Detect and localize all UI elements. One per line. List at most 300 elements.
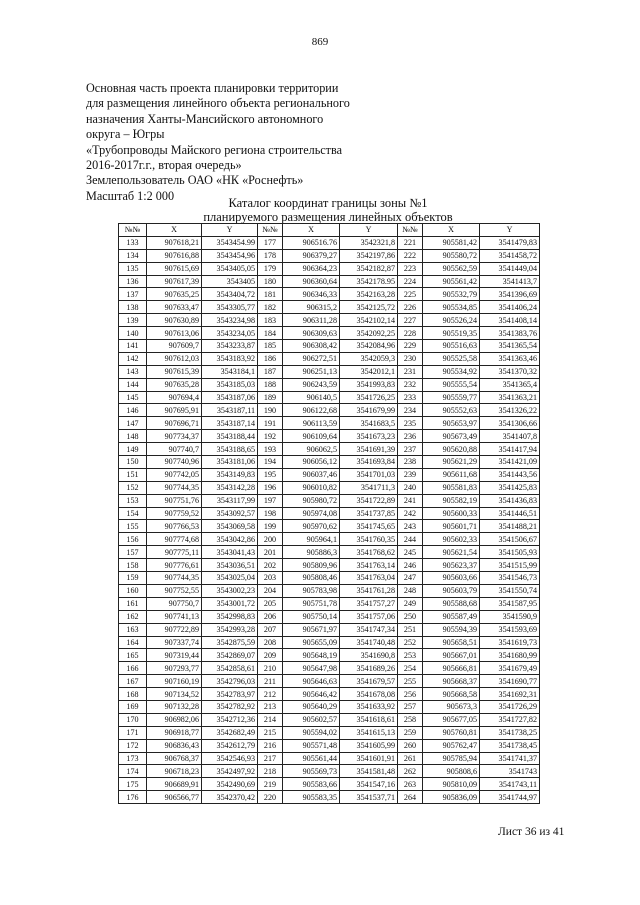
x-coordinate-cell: 906010,82 — [283, 481, 340, 494]
column-header: Y — [202, 224, 258, 237]
table-row — [119, 597, 540, 610]
column-header: №№ — [119, 224, 147, 237]
x-coordinate-cell: 907613,06 — [147, 327, 202, 340]
table-row — [119, 314, 540, 327]
y-coordinate-cell: 3541363,46 — [480, 352, 540, 365]
point-number-cell: 231 — [398, 365, 423, 378]
x-coordinate-cell: 905583,66 — [283, 778, 340, 791]
y-coordinate-cell: 3541601,91 — [340, 752, 398, 765]
y-coordinate-cell: 3541446,51 — [480, 507, 540, 520]
point-number-cell: 249 — [398, 597, 423, 610]
x-coordinate-cell: 905534,92 — [423, 365, 480, 378]
y-coordinate-cell: 3541737,85 — [340, 507, 398, 520]
table-row — [119, 443, 540, 456]
y-coordinate-cell: 3543405 — [202, 275, 258, 288]
x-coordinate-cell: 905583,35 — [283, 791, 340, 804]
y-coordinate-cell: 3541691,39 — [340, 443, 398, 456]
table-row — [119, 275, 540, 288]
x-coordinate-cell: 905602,57 — [283, 713, 340, 726]
y-coordinate-cell: 3543181,06 — [202, 456, 258, 469]
table-row — [119, 352, 540, 365]
point-number-cell: 150 — [119, 456, 147, 469]
y-coordinate-cell: 3543042,86 — [202, 533, 258, 546]
y-coordinate-cell: 3541458,72 — [480, 249, 540, 262]
point-number-cell: 215 — [258, 726, 283, 739]
y-coordinate-cell: 3542178.95 — [340, 275, 398, 288]
point-number-cell: 245 — [398, 546, 423, 559]
point-number-cell: 138 — [119, 301, 147, 314]
x-coordinate-cell: 906140,5 — [283, 391, 340, 404]
y-coordinate-cell: 3543092,57 — [202, 507, 258, 520]
x-coordinate-cell: 906982,06 — [147, 713, 202, 726]
y-coordinate-cell: 3541370,32 — [480, 365, 540, 378]
page-number: 869 — [311, 36, 329, 48]
x-coordinate-cell: 905587,49 — [423, 610, 480, 623]
point-number-cell: 176 — [119, 791, 147, 804]
y-coordinate-cell: 3541421,09 — [480, 456, 540, 469]
x-coordinate-cell: 905552,63 — [423, 404, 480, 417]
x-coordinate-cell: 905620,88 — [423, 443, 480, 456]
x-coordinate-cell: 905525,58 — [423, 352, 480, 365]
y-coordinate-cell: 3543405,05 — [202, 262, 258, 275]
table-row — [119, 378, 540, 391]
x-coordinate-cell: 905582,19 — [423, 494, 480, 507]
y-coordinate-cell: 3541760,35 — [340, 533, 398, 546]
point-number-cell: 148 — [119, 430, 147, 443]
x-coordinate-cell: 905836,09 — [423, 791, 480, 804]
point-number-cell: 160 — [119, 584, 147, 597]
y-coordinate-cell: 3541605,99 — [340, 739, 398, 752]
point-number-cell: 232 — [398, 378, 423, 391]
point-number-cell: 139 — [119, 314, 147, 327]
x-coordinate-cell: 906918,77 — [147, 726, 202, 739]
y-coordinate-cell: 3542321,8 — [340, 236, 398, 249]
point-number-cell: 264 — [398, 791, 423, 804]
y-coordinate-cell: 3541363,21 — [480, 391, 540, 404]
y-coordinate-cell: 3541743,11 — [480, 778, 540, 791]
x-coordinate-cell: 906360,64 — [283, 275, 340, 288]
y-coordinate-cell: 3543454.99 — [202, 236, 258, 249]
table-row — [119, 700, 540, 713]
point-number-cell: 163 — [119, 623, 147, 636]
table-row — [119, 623, 540, 636]
x-coordinate-cell: 905673,49 — [423, 430, 480, 443]
y-coordinate-cell: 3542497,92 — [202, 765, 258, 778]
x-coordinate-cell: 907696,71 — [147, 417, 202, 430]
point-number-cell: 162 — [119, 610, 147, 623]
x-coordinate-cell: 906315,2 — [283, 301, 340, 314]
column-header: №№ — [398, 224, 423, 237]
x-coordinate-cell: 905516,63 — [423, 340, 480, 353]
x-coordinate-cell: 907293,77 — [147, 662, 202, 675]
x-coordinate-cell: 906364,23 — [283, 262, 340, 275]
x-coordinate-cell: 905519,35 — [423, 327, 480, 340]
point-number-cell: 205 — [258, 597, 283, 610]
y-coordinate-cell: 3541413,7 — [480, 275, 540, 288]
point-number-cell: 193 — [258, 443, 283, 456]
point-number-cell: 143 — [119, 365, 147, 378]
point-number-cell: 200 — [258, 533, 283, 546]
point-number-cell: 168 — [119, 688, 147, 701]
x-coordinate-cell: 907635,28 — [147, 378, 202, 391]
point-number-cell: 243 — [398, 520, 423, 533]
y-coordinate-cell: 3541547,16 — [340, 778, 398, 791]
y-coordinate-cell: 3541408,14 — [480, 314, 540, 327]
y-coordinate-cell: 3541738,45 — [480, 739, 540, 752]
y-coordinate-cell: 3543233,87 — [202, 340, 258, 353]
y-coordinate-cell: 3541679,49 — [480, 662, 540, 675]
x-coordinate-cell: 907776,61 — [147, 559, 202, 572]
x-coordinate-cell: 906272,51 — [283, 352, 340, 365]
y-coordinate-cell: 3543117,99 — [202, 494, 258, 507]
y-coordinate-cell: 3541743 — [480, 765, 540, 778]
x-coordinate-cell: 905668,58 — [423, 688, 480, 701]
table-row — [119, 726, 540, 739]
point-number-cell: 191 — [258, 417, 283, 430]
point-number-cell: 152 — [119, 481, 147, 494]
y-coordinate-cell: 3542102,14 — [340, 314, 398, 327]
x-coordinate-cell: 905603,66 — [423, 572, 480, 585]
table-header-row — [119, 224, 540, 237]
x-coordinate-cell: 905783,98 — [283, 584, 340, 597]
y-coordinate-cell: 3542782,92 — [202, 700, 258, 713]
x-coordinate-cell: 905750,14 — [283, 610, 340, 623]
x-coordinate-cell: 905655,09 — [283, 636, 340, 649]
point-number-cell: 187 — [258, 365, 283, 378]
y-coordinate-cell: 3541436,83 — [480, 494, 540, 507]
y-coordinate-cell: 3541633,92 — [340, 700, 398, 713]
x-coordinate-cell: 907766,53 — [147, 520, 202, 533]
point-number-cell: 167 — [119, 675, 147, 688]
y-coordinate-cell: 3541407,8 — [480, 430, 540, 443]
table-row — [119, 301, 540, 314]
x-coordinate-cell: 906308,42 — [283, 340, 340, 353]
point-number-cell: 195 — [258, 468, 283, 481]
x-coordinate-cell: 907618,21 — [147, 236, 202, 249]
point-number-cell: 149 — [119, 443, 147, 456]
point-number-cell: 192 — [258, 430, 283, 443]
x-coordinate-cell: 906346,33 — [283, 288, 340, 301]
point-number-cell: 196 — [258, 481, 283, 494]
y-coordinate-cell: 3541326,22 — [480, 404, 540, 417]
y-coordinate-cell: 3541726,25 — [340, 391, 398, 404]
y-coordinate-cell: 3541546,73 — [480, 572, 540, 585]
x-coordinate-cell: 905561,44 — [283, 752, 340, 765]
point-number-cell: 229 — [398, 340, 423, 353]
point-number-cell: 157 — [119, 546, 147, 559]
point-number-cell: 252 — [398, 636, 423, 649]
y-coordinate-cell: 3543183,92 — [202, 352, 258, 365]
table-row — [119, 778, 540, 791]
y-coordinate-cell: 3541306,66 — [480, 417, 540, 430]
y-coordinate-cell: 3542875,59 — [202, 636, 258, 649]
y-coordinate-cell: 3542490,69 — [202, 778, 258, 791]
x-coordinate-cell: 907635,25 — [147, 288, 202, 301]
point-number-cell: 197 — [258, 494, 283, 507]
y-coordinate-cell: 3542197,86 — [340, 249, 398, 262]
x-coordinate-cell: 907319,44 — [147, 649, 202, 662]
x-coordinate-cell: 905621,29 — [423, 456, 480, 469]
point-number-cell: 169 — [119, 700, 147, 713]
table-row — [119, 559, 540, 572]
table-row — [119, 533, 540, 546]
y-coordinate-cell: 3541479,83 — [480, 236, 540, 249]
y-coordinate-cell: 3541763,14 — [340, 559, 398, 572]
point-number-cell: 147 — [119, 417, 147, 430]
x-coordinate-cell: 905974,08 — [283, 507, 340, 520]
point-number-cell: 180 — [258, 275, 283, 288]
column-header: X — [283, 224, 340, 237]
x-coordinate-cell: 906122,68 — [283, 404, 340, 417]
point-number-cell: 237 — [398, 443, 423, 456]
y-coordinate-cell: 3542182,87 — [340, 262, 398, 275]
y-coordinate-cell: 3543036,51 — [202, 559, 258, 572]
x-coordinate-cell: 905760,81 — [423, 726, 480, 739]
y-coordinate-cell: 3541757,27 — [340, 597, 398, 610]
y-coordinate-cell: 3543305,77 — [202, 301, 258, 314]
point-number-cell: 179 — [258, 262, 283, 275]
point-number-cell: 206 — [258, 610, 283, 623]
x-coordinate-cell: 905532,79 — [423, 288, 480, 301]
table-row — [119, 481, 540, 494]
x-coordinate-cell: 907775,11 — [147, 546, 202, 559]
x-coordinate-cell: 905640,29 — [283, 700, 340, 713]
point-number-cell: 204 — [258, 584, 283, 597]
y-coordinate-cell: 3543188,65 — [202, 443, 258, 456]
y-coordinate-cell: 3541680,99 — [480, 649, 540, 662]
x-coordinate-cell: 907694,4 — [147, 391, 202, 404]
point-number-cell: 214 — [258, 713, 283, 726]
table-row — [119, 236, 540, 249]
y-coordinate-cell: 3541443,56 — [480, 468, 540, 481]
y-coordinate-cell: 3541690,77 — [480, 675, 540, 688]
x-coordinate-cell: 905580,72 — [423, 249, 480, 262]
x-coordinate-cell: 905653,97 — [423, 417, 480, 430]
x-coordinate-cell: 905886,3 — [283, 546, 340, 559]
point-number-cell: 140 — [119, 327, 147, 340]
y-coordinate-cell: 3541692,31 — [480, 688, 540, 701]
x-coordinate-cell: 907630,89 — [147, 314, 202, 327]
header-line: назначения Ханты-Мансийского автономного — [86, 111, 324, 126]
column-header: X — [423, 224, 480, 237]
header-line: для размещения линейного объекта регионального — [86, 96, 350, 111]
table-row — [119, 546, 540, 559]
y-coordinate-cell: 3541679,99 — [340, 404, 398, 417]
point-number-cell: 181 — [258, 288, 283, 301]
x-coordinate-cell: 906037,46 — [283, 468, 340, 481]
y-coordinate-cell: 3541726,29 — [480, 700, 540, 713]
point-number-cell: 216 — [258, 739, 283, 752]
point-number-cell: 220 — [258, 791, 283, 804]
y-coordinate-cell: 3541727,82 — [480, 713, 540, 726]
y-coordinate-cell: 3542125,72 — [340, 301, 398, 314]
y-coordinate-cell: 3542612,79 — [202, 739, 258, 752]
point-number-cell: 171 — [119, 726, 147, 739]
x-coordinate-cell: 907609,7 — [147, 340, 202, 353]
point-number-cell: 251 — [398, 623, 423, 636]
point-number-cell: 177 — [258, 236, 283, 249]
table-row — [119, 262, 540, 275]
sheet-label: Лист 36 из 41 — [498, 826, 565, 838]
point-number-cell: 222 — [398, 249, 423, 262]
table-row — [119, 610, 540, 623]
x-coordinate-cell: 905581,83 — [423, 481, 480, 494]
y-coordinate-cell: 3541690,8 — [340, 649, 398, 662]
x-coordinate-cell: 905964,1 — [283, 533, 340, 546]
x-coordinate-cell: 907132,28 — [147, 700, 202, 713]
point-number-cell: 188 — [258, 378, 283, 391]
table-row — [119, 584, 540, 597]
point-number-cell: 161 — [119, 597, 147, 610]
table-row — [119, 791, 540, 804]
y-coordinate-cell: 3541396,69 — [480, 288, 540, 301]
y-coordinate-cell: 3543187,14 — [202, 417, 258, 430]
point-number-cell: 186 — [258, 352, 283, 365]
point-number-cell: 227 — [398, 314, 423, 327]
point-number-cell: 235 — [398, 417, 423, 430]
x-coordinate-cell: 907615,39 — [147, 365, 202, 378]
x-coordinate-cell: 905588,68 — [423, 597, 480, 610]
x-coordinate-cell: 905581,42 — [423, 236, 480, 249]
table-row — [119, 430, 540, 443]
x-coordinate-cell: 907744,35 — [147, 481, 202, 494]
x-coordinate-cell: 905658,51 — [423, 636, 480, 649]
y-coordinate-cell: 3543041,43 — [202, 546, 258, 559]
point-number-cell: 156 — [119, 533, 147, 546]
point-number-cell: 166 — [119, 662, 147, 675]
y-coordinate-cell: 3543001,72 — [202, 597, 258, 610]
point-number-cell: 230 — [398, 352, 423, 365]
x-coordinate-cell: 907744,35 — [147, 572, 202, 585]
x-coordinate-cell: 905603,79 — [423, 584, 480, 597]
point-number-cell: 234 — [398, 404, 423, 417]
point-number-cell: 173 — [119, 752, 147, 765]
point-number-cell: 201 — [258, 546, 283, 559]
table-row — [119, 249, 540, 262]
x-coordinate-cell: 907750,7 — [147, 597, 202, 610]
x-coordinate-cell: 905534,85 — [423, 301, 480, 314]
point-number-cell: 257 — [398, 700, 423, 713]
x-coordinate-cell: 905647,98 — [283, 662, 340, 675]
x-coordinate-cell: 905594,39 — [423, 623, 480, 636]
table-row — [119, 494, 540, 507]
x-coordinate-cell: 907695,91 — [147, 404, 202, 417]
point-number-cell: 175 — [119, 778, 147, 791]
x-coordinate-cell: 905602,33 — [423, 533, 480, 546]
y-coordinate-cell: 3541761,28 — [340, 584, 398, 597]
x-coordinate-cell: 906251,13 — [283, 365, 340, 378]
y-coordinate-cell: 3541741,37 — [480, 752, 540, 765]
y-coordinate-cell: 3541590,9 — [480, 610, 540, 623]
x-coordinate-cell: 905601,71 — [423, 520, 480, 533]
y-coordinate-cell: 3541425,83 — [480, 481, 540, 494]
point-number-cell: 137 — [119, 288, 147, 301]
point-number-cell: 172 — [119, 739, 147, 752]
table-row — [119, 520, 540, 533]
y-coordinate-cell: 3543187,11 — [202, 404, 258, 417]
table-row — [119, 649, 540, 662]
header-line: Масштаб 1:2 000 — [86, 188, 175, 203]
x-coordinate-cell: 907617,39 — [147, 275, 202, 288]
y-coordinate-cell: 3541689,26 — [340, 662, 398, 675]
y-coordinate-cell: 3542092,25 — [340, 327, 398, 340]
x-coordinate-cell: 905671,97 — [283, 623, 340, 636]
x-coordinate-cell: 907759,52 — [147, 507, 202, 520]
document-header — [86, 81, 506, 204]
y-coordinate-cell: 3543454,96 — [202, 249, 258, 262]
point-number-cell: 134 — [119, 249, 147, 262]
y-coordinate-cell: 3541515,99 — [480, 559, 540, 572]
table-row — [119, 662, 540, 675]
x-coordinate-cell: 905562,59 — [423, 262, 480, 275]
point-number-cell: 254 — [398, 662, 423, 675]
y-coordinate-cell: 3542796,03 — [202, 675, 258, 688]
point-number-cell: 241 — [398, 494, 423, 507]
y-coordinate-cell: 3542163,28 — [340, 288, 398, 301]
y-coordinate-cell: 3543404,72 — [202, 288, 258, 301]
column-header: Y — [340, 224, 398, 237]
point-number-cell: 178 — [258, 249, 283, 262]
x-coordinate-cell: 907612,03 — [147, 352, 202, 365]
table-row — [119, 636, 540, 649]
header-line: «Трубопроводы Майского региона строительства — [86, 142, 343, 157]
y-coordinate-cell: 3541745,65 — [340, 520, 398, 533]
point-number-cell: 225 — [398, 288, 423, 301]
point-number-cell: 233 — [398, 391, 423, 404]
y-coordinate-cell: 3541993,83 — [340, 378, 398, 391]
table-row — [119, 365, 540, 378]
x-coordinate-cell: 905762,47 — [423, 739, 480, 752]
column-header: №№ — [258, 224, 283, 237]
point-number-cell: 219 — [258, 778, 283, 791]
point-number-cell: 194 — [258, 456, 283, 469]
point-number-cell: 165 — [119, 649, 147, 662]
x-coordinate-cell: 907752,55 — [147, 584, 202, 597]
point-number-cell: 260 — [398, 739, 423, 752]
x-coordinate-cell: 907160,19 — [147, 675, 202, 688]
y-coordinate-cell: 3541757,06 — [340, 610, 398, 623]
x-coordinate-cell: 905555,54 — [423, 378, 480, 391]
point-number-cell: 151 — [119, 468, 147, 481]
x-coordinate-cell: 905646,42 — [283, 688, 340, 701]
y-coordinate-cell: 3542682,49 — [202, 726, 258, 739]
y-coordinate-cell: 3541581,48 — [340, 765, 398, 778]
y-coordinate-cell: 3542858,61 — [202, 662, 258, 675]
point-number-cell: 240 — [398, 481, 423, 494]
y-coordinate-cell: 3542998,83 — [202, 610, 258, 623]
table-row — [119, 675, 540, 688]
column-header: X — [147, 224, 202, 237]
point-number-cell: 211 — [258, 675, 283, 688]
x-coordinate-cell: 905648,19 — [283, 649, 340, 662]
point-number-cell: 213 — [258, 700, 283, 713]
point-number-cell: 164 — [119, 636, 147, 649]
y-coordinate-cell: 3541593,69 — [480, 623, 540, 636]
point-number-cell: 208 — [258, 636, 283, 649]
x-coordinate-cell: 906109,64 — [283, 430, 340, 443]
y-coordinate-cell: 3543185,03 — [202, 378, 258, 391]
x-coordinate-cell: 906056,12 — [283, 456, 340, 469]
point-number-cell: 190 — [258, 404, 283, 417]
x-coordinate-cell: 906309,63 — [283, 327, 340, 340]
y-coordinate-cell: 3542712,36 — [202, 713, 258, 726]
point-number-cell: 142 — [119, 352, 147, 365]
y-coordinate-cell: 3543187,06 — [202, 391, 258, 404]
y-coordinate-cell: 3542012,1 — [340, 365, 398, 378]
column-header: Y — [480, 224, 540, 237]
point-number-cell: 184 — [258, 327, 283, 340]
x-coordinate-cell: 906243,59 — [283, 378, 340, 391]
